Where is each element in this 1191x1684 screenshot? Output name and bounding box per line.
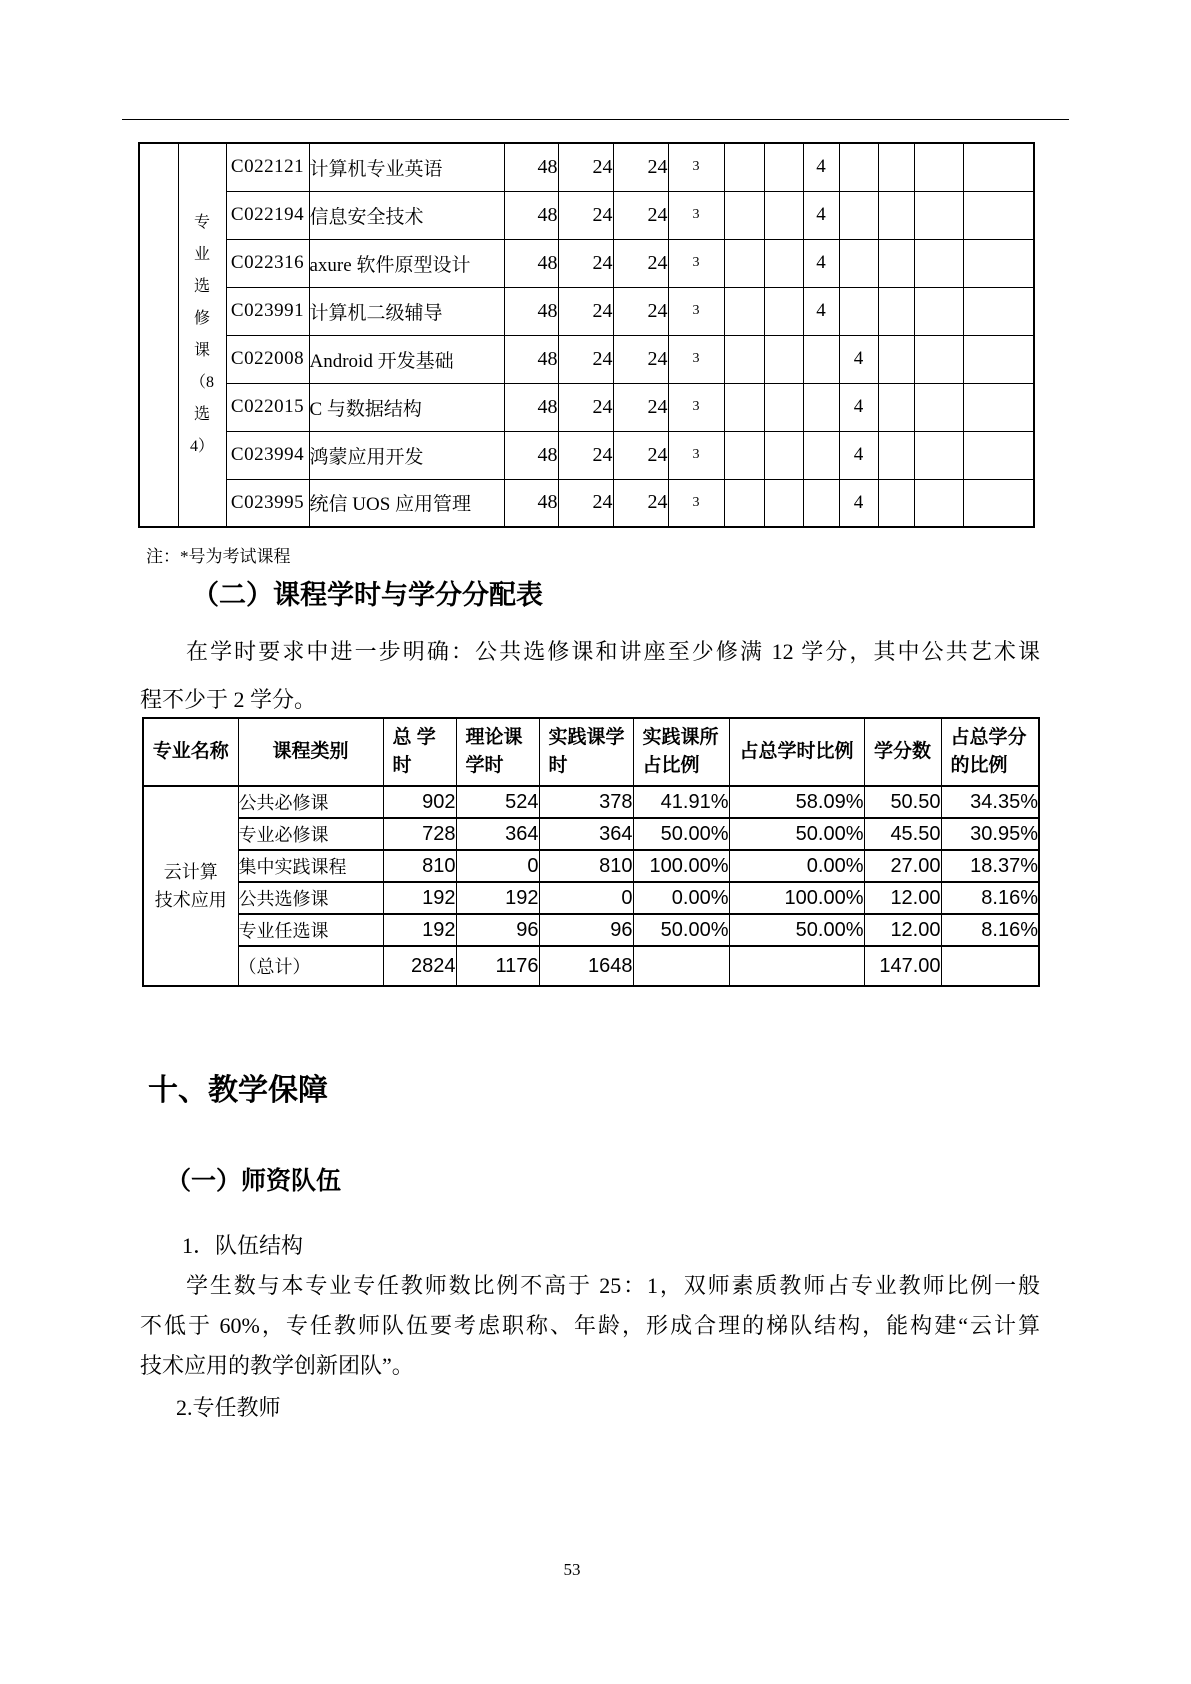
allocation-row bbox=[143, 946, 1039, 986]
header-line: 学分数 bbox=[873, 741, 931, 762]
allocation-row bbox=[143, 914, 1039, 946]
category-cell: 专业必修课 bbox=[238, 818, 383, 850]
course-row bbox=[139, 431, 1034, 479]
course-name: 信息安全技术 bbox=[309, 191, 504, 239]
theory-cell: 1176 bbox=[456, 946, 539, 986]
category-cell: 集中实践课程 bbox=[238, 850, 383, 882]
theory-cell: 192 bbox=[456, 882, 539, 914]
group-label-char: 修 bbox=[193, 310, 210, 327]
course-semester-hours bbox=[914, 383, 963, 431]
course-semester-hours bbox=[764, 431, 803, 479]
course-semester-hours: 4 bbox=[803, 191, 839, 239]
group-label-char: 选 bbox=[193, 406, 210, 423]
course-semester-hours: 4 bbox=[839, 383, 878, 431]
course-theory-hours: 24 bbox=[558, 287, 613, 335]
elective-course-table bbox=[138, 142, 1035, 528]
total_pct-cell bbox=[729, 946, 864, 986]
header-line: 占比例 bbox=[642, 755, 700, 776]
course-semester-hours bbox=[878, 143, 914, 191]
course-total-hours: 48 bbox=[504, 335, 558, 383]
course-semester-hours bbox=[803, 479, 839, 527]
credits-cell: 12.00 bbox=[864, 882, 941, 914]
credit_pct-cell bbox=[941, 946, 1039, 986]
course-semester-hours bbox=[914, 287, 963, 335]
major-name-line: 云计算 bbox=[163, 862, 218, 882]
total-cell: 810 bbox=[383, 850, 456, 882]
course-code: C023994 bbox=[226, 431, 309, 479]
course-code: C022316 bbox=[226, 239, 309, 287]
practice-cell: 1648 bbox=[539, 946, 633, 986]
practice_pct-cell bbox=[633, 946, 729, 986]
header-line: 课程类别 bbox=[272, 741, 349, 762]
course-semester-hours: 4 bbox=[839, 479, 878, 527]
course-semester-hours bbox=[724, 431, 764, 479]
course-semester-hours bbox=[764, 383, 803, 431]
section10-heading: 十、教学保障 bbox=[148, 1074, 328, 1107]
course-name: Android 开发基础 bbox=[309, 335, 504, 383]
course-semester-hours bbox=[724, 239, 764, 287]
course-semester-hours bbox=[878, 239, 914, 287]
course-semester-hours bbox=[963, 431, 1034, 479]
course-group-label-cell bbox=[178, 143, 226, 527]
credits-cell: 147.00 bbox=[864, 946, 941, 986]
total-cell: 192 bbox=[383, 882, 456, 914]
course-semester-hours bbox=[963, 239, 1034, 287]
course-total-hours: 48 bbox=[504, 239, 558, 287]
course-semester-hours bbox=[724, 143, 764, 191]
course-semester-hours bbox=[724, 335, 764, 383]
course-semester-hours bbox=[839, 191, 878, 239]
course-theory-hours: 24 bbox=[558, 191, 613, 239]
group-label-char: 课 bbox=[193, 342, 210, 359]
course-semester-hours bbox=[724, 191, 764, 239]
course-semester-hours bbox=[963, 287, 1034, 335]
course-semester-hours bbox=[764, 239, 803, 287]
course-theory-hours: 24 bbox=[558, 431, 613, 479]
credit_pct-cell: 18.37% bbox=[941, 850, 1039, 882]
course-semester-hours bbox=[803, 335, 839, 383]
header-line: 占总学时比例 bbox=[739, 741, 854, 762]
course-credits: 3 bbox=[668, 479, 724, 527]
allocation-header-cell bbox=[864, 718, 941, 786]
allocation-header-cell bbox=[456, 718, 539, 786]
course-semester-hours bbox=[878, 335, 914, 383]
course-theory-hours: 24 bbox=[558, 239, 613, 287]
course-semester-hours bbox=[764, 191, 803, 239]
course-semester-hours bbox=[878, 287, 914, 335]
practice-cell: 0 bbox=[539, 882, 633, 914]
course-code: C022015 bbox=[226, 383, 309, 431]
course-semester-hours bbox=[963, 383, 1034, 431]
course-table-body bbox=[139, 143, 1034, 527]
course-practice-hours: 24 bbox=[613, 239, 668, 287]
course-theory-hours: 24 bbox=[558, 479, 613, 527]
course-name: 计算机二级辅导 bbox=[309, 287, 504, 335]
course-semester-hours bbox=[764, 335, 803, 383]
course-semester-hours bbox=[724, 479, 764, 527]
total-cell: 192 bbox=[383, 914, 456, 946]
total_pct-cell: 50.00% bbox=[729, 818, 864, 850]
course-credits: 3 bbox=[668, 431, 724, 479]
allocation-row bbox=[143, 850, 1039, 882]
course-semester-hours: 4 bbox=[839, 335, 878, 383]
course-semester-hours bbox=[963, 335, 1034, 383]
course-code: C023995 bbox=[226, 479, 309, 527]
allocation-header-cell bbox=[941, 718, 1039, 786]
course-name: 计算机专业英语 bbox=[309, 143, 504, 191]
course-semester-hours bbox=[878, 191, 914, 239]
total_pct-cell: 50.00% bbox=[729, 914, 864, 946]
course-theory-hours: 24 bbox=[558, 143, 613, 191]
practice_pct-cell: 50.00% bbox=[633, 914, 729, 946]
course-semester-hours bbox=[803, 431, 839, 479]
paragraph-line: 不低于 60%，专任教师队伍要考虑职称、年龄，形成合理的梯队结构，能构建“云计算 bbox=[140, 1313, 1040, 1338]
practice-cell: 378 bbox=[539, 786, 633, 818]
course-credits: 3 bbox=[668, 383, 724, 431]
course-row bbox=[139, 191, 1034, 239]
practice_pct-cell: 0.00% bbox=[633, 882, 729, 914]
category-cell: 公共必修课 bbox=[238, 786, 383, 818]
course-practice-hours: 24 bbox=[613, 335, 668, 383]
total-cell: 728 bbox=[383, 818, 456, 850]
course-code: C023991 bbox=[226, 287, 309, 335]
course-semester-hours bbox=[764, 287, 803, 335]
course-semester-hours bbox=[878, 383, 914, 431]
course-semester-hours bbox=[963, 191, 1034, 239]
course-row bbox=[139, 335, 1034, 383]
course-semester-hours bbox=[878, 479, 914, 527]
course-row bbox=[139, 287, 1034, 335]
allocation-row bbox=[143, 818, 1039, 850]
major-name-cell bbox=[143, 786, 238, 986]
list-item-1: 1．队伍结构 bbox=[182, 1233, 304, 1258]
group-label-char: 4） bbox=[189, 438, 214, 455]
total_pct-cell: 58.09% bbox=[729, 786, 864, 818]
allocation-table-head-row bbox=[143, 718, 1039, 786]
group-label-char: 业 bbox=[193, 246, 210, 263]
course-total-hours: 48 bbox=[504, 191, 558, 239]
course-row bbox=[139, 383, 1034, 431]
theory-cell: 0 bbox=[456, 850, 539, 882]
course-semester-hours bbox=[914, 431, 963, 479]
course-semester-hours bbox=[914, 479, 963, 527]
paragraph-line: 学生数与本专业专任教师数比例不高于 25：1，双师素质教师占专业教师比例一般 bbox=[186, 1273, 1040, 1298]
practice-cell: 810 bbox=[539, 850, 633, 882]
course-row bbox=[139, 239, 1034, 287]
allocation-row bbox=[143, 882, 1039, 914]
course-semester-hours bbox=[724, 383, 764, 431]
allocation-header-cell bbox=[633, 718, 729, 786]
course-semester-hours bbox=[764, 143, 803, 191]
course-row bbox=[139, 143, 1034, 191]
course-name: 鸿蒙应用开发 bbox=[309, 431, 504, 479]
allocation-table-body bbox=[143, 786, 1039, 986]
allocation-header-cell bbox=[383, 718, 456, 786]
list-item-2: 2.专任教师 bbox=[176, 1395, 281, 1420]
course-total-hours: 48 bbox=[504, 383, 558, 431]
course-theory-hours: 24 bbox=[558, 383, 613, 431]
course-credits: 3 bbox=[668, 287, 724, 335]
section2-heading: （二）课程学时与学分分配表 bbox=[192, 580, 543, 610]
allocation-header-cell bbox=[539, 718, 633, 786]
course-semester-hours: 4 bbox=[803, 287, 839, 335]
header-line: 时 bbox=[548, 755, 568, 776]
header-line: 学时 bbox=[465, 755, 504, 776]
course-total-hours: 48 bbox=[504, 287, 558, 335]
course-credits: 3 bbox=[668, 191, 724, 239]
header-line: 实践课所 bbox=[642, 727, 719, 748]
course-semester-hours bbox=[914, 239, 963, 287]
practice_pct-cell: 100.00% bbox=[633, 850, 729, 882]
theory-cell: 96 bbox=[456, 914, 539, 946]
practice-cell: 364 bbox=[539, 818, 633, 850]
course-semester-hours bbox=[764, 479, 803, 527]
allocation-header-cell bbox=[729, 718, 864, 786]
paragraph-line: 在学时要求中进一步明确：公共选修课和讲座至少修满 12 学分，其中公共艺术课 bbox=[186, 639, 1040, 664]
course-row bbox=[139, 479, 1034, 527]
paragraph-line: 技术应用的教学创新团队”。 bbox=[140, 1353, 414, 1378]
practice_pct-cell: 50.00% bbox=[633, 818, 729, 850]
course-credits: 3 bbox=[668, 239, 724, 287]
section10-sub1-heading: （一）师资队伍 bbox=[166, 1167, 342, 1195]
practice_pct-cell: 41.91% bbox=[633, 786, 729, 818]
course-semester-hours bbox=[914, 335, 963, 383]
category-cell: 专业任选课 bbox=[238, 914, 383, 946]
header-line: 理论课 bbox=[465, 727, 523, 748]
total-cell: 2824 bbox=[383, 946, 456, 986]
group-label-char: 专 bbox=[193, 214, 210, 231]
total-cell: 902 bbox=[383, 786, 456, 818]
course-practice-hours: 24 bbox=[613, 287, 668, 335]
total_pct-cell: 100.00% bbox=[729, 882, 864, 914]
category-cell: （总计） bbox=[238, 946, 383, 986]
practice-cell: 96 bbox=[539, 914, 633, 946]
credit_pct-cell: 34.35% bbox=[941, 786, 1039, 818]
course-total-hours: 48 bbox=[504, 143, 558, 191]
group-label-char: 选 bbox=[193, 278, 210, 295]
theory-cell: 364 bbox=[456, 818, 539, 850]
header-line: 总 学 bbox=[392, 727, 436, 748]
header-line: 占总学分 bbox=[950, 727, 1027, 748]
course-name: C 与数据结构 bbox=[309, 383, 504, 431]
allocation-row bbox=[143, 786, 1039, 818]
category-cell: 公共选修课 bbox=[238, 882, 383, 914]
course-credits: 3 bbox=[668, 335, 724, 383]
credit-allocation-table bbox=[142, 717, 1040, 987]
page-header-rule bbox=[122, 119, 1069, 120]
credits-cell: 27.00 bbox=[864, 850, 941, 882]
allocation-header-cell bbox=[143, 718, 238, 786]
course-semester-hours: 4 bbox=[803, 239, 839, 287]
course-semester-hours bbox=[839, 143, 878, 191]
course-name: axure 软件原型设计 bbox=[309, 239, 504, 287]
course-semester-hours bbox=[839, 287, 878, 335]
course-practice-hours: 24 bbox=[613, 431, 668, 479]
course-theory-hours: 24 bbox=[558, 335, 613, 383]
course-total-hours: 48 bbox=[504, 479, 558, 527]
course-semester-hours bbox=[963, 143, 1034, 191]
course-semester-hours: 4 bbox=[839, 431, 878, 479]
allocation-header-cell bbox=[238, 718, 383, 786]
course-semester-hours bbox=[963, 479, 1034, 527]
credit_pct-cell: 8.16% bbox=[941, 914, 1039, 946]
credit_pct-cell: 30.95% bbox=[941, 818, 1039, 850]
course-code: C022008 bbox=[226, 335, 309, 383]
course-code: C022194 bbox=[226, 191, 309, 239]
course-code: C022121 bbox=[226, 143, 309, 191]
course-semester-hours bbox=[914, 191, 963, 239]
course-total-hours: 48 bbox=[504, 431, 558, 479]
course-practice-hours: 24 bbox=[613, 479, 668, 527]
credits-cell: 50.50 bbox=[864, 786, 941, 818]
total_pct-cell: 0.00% bbox=[729, 850, 864, 882]
course-semester-hours bbox=[724, 287, 764, 335]
header-line: 实践课学 bbox=[548, 727, 625, 748]
course-semester-hours bbox=[914, 143, 963, 191]
header-line: 时 bbox=[392, 755, 412, 776]
table1-left-spacer-cell bbox=[139, 143, 178, 527]
credits-cell: 45.50 bbox=[864, 818, 941, 850]
page-number: 53 bbox=[563, 1560, 581, 1579]
course-semester-hours: 4 bbox=[803, 143, 839, 191]
header-line: 的比例 bbox=[950, 755, 1008, 776]
course-credits: 3 bbox=[668, 143, 724, 191]
course-semester-hours bbox=[839, 239, 878, 287]
group-label-char: （8 bbox=[189, 374, 214, 391]
course-practice-hours: 24 bbox=[613, 191, 668, 239]
course-semester-hours bbox=[878, 431, 914, 479]
course-name: 统信 UOS 应用管理 bbox=[309, 479, 504, 527]
theory-cell: 524 bbox=[456, 786, 539, 818]
course-semester-hours bbox=[803, 383, 839, 431]
exam-course-note: 注：*号为考试课程 bbox=[146, 547, 291, 566]
credits-cell: 12.00 bbox=[864, 914, 941, 946]
course-practice-hours: 24 bbox=[613, 383, 668, 431]
credit_pct-cell: 8.16% bbox=[941, 882, 1039, 914]
course-practice-hours: 24 bbox=[613, 143, 668, 191]
major-name-line: 技术应用 bbox=[154, 890, 227, 910]
header-line: 专业名称 bbox=[152, 741, 229, 762]
paragraph-line: 程不少于 2 学分。 bbox=[140, 687, 317, 712]
